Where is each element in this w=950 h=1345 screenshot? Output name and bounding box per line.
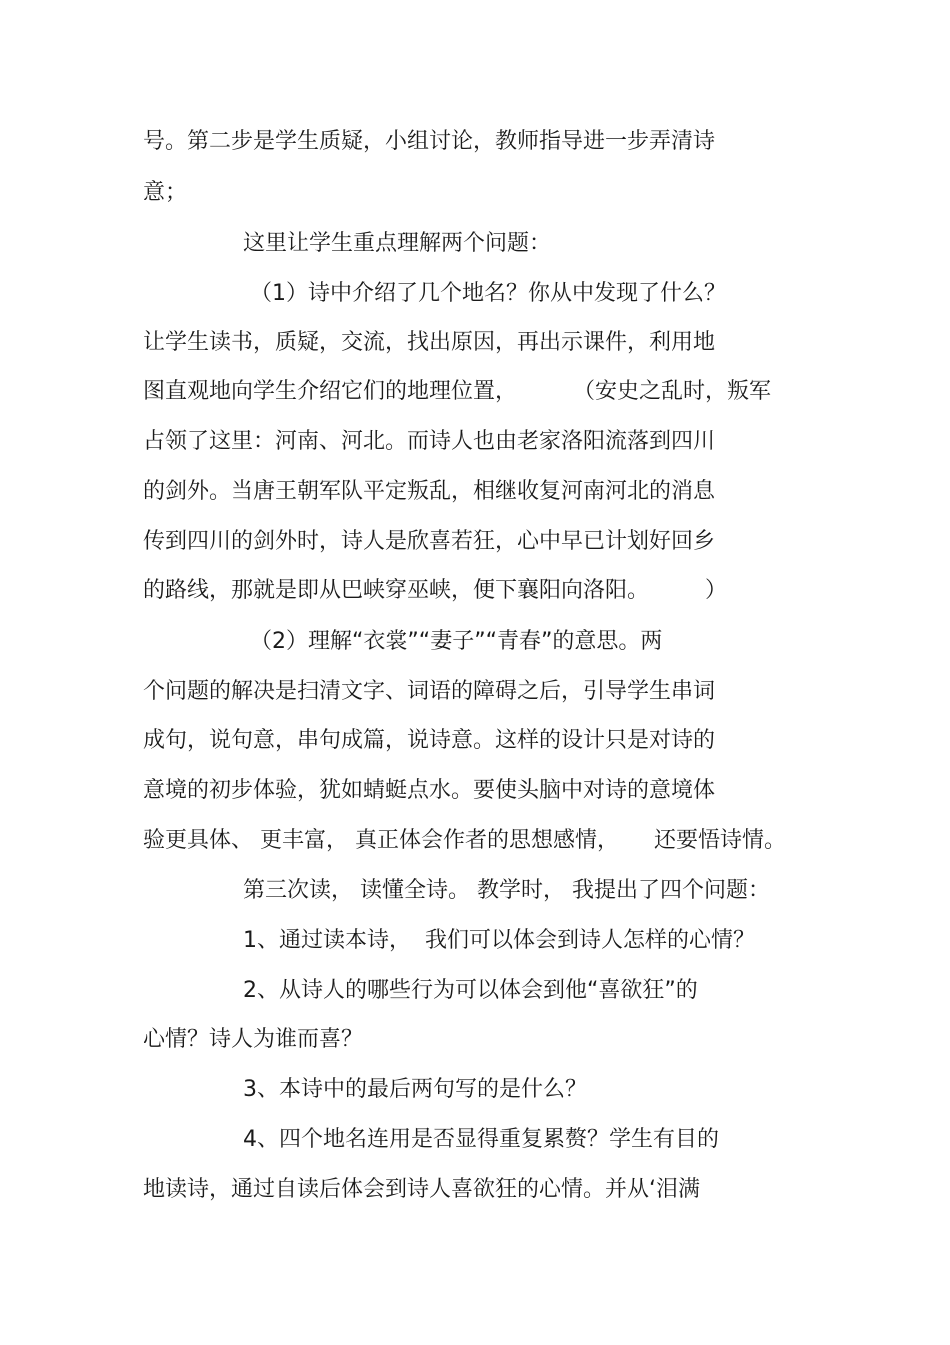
text-line: 占领了这里：河南、河北。而诗人也由老家洛阳流落到四川 <box>143 429 716 454</box>
text-line: 的剑外。当唐王朝军队平定叛乱，相继收复河南河北的消息 <box>143 479 716 504</box>
text-line: 3、本诗中的最后两句写的是什么？ <box>243 1077 587 1102</box>
text-line: 1、通过读本诗， 我们可以体会到诗人怎样的心情？ <box>243 928 755 953</box>
text-line: 图直观地向学生介绍它们的地理位置， （安史之乱时，叛军 <box>143 379 771 404</box>
text-line: 2、从诗人的哪些行为可以体会到他“喜欲狂”的 <box>243 978 698 1003</box>
text-line: 传到四川的剑外时，诗人是欣喜若狂，心中早已计划好回乡 <box>143 529 716 554</box>
text-line: 心情？诗人为谁而喜？ <box>143 1027 364 1052</box>
text-line: （2）理解“衣裳”“妻子”“青春”的意思。两 <box>250 629 663 654</box>
text-line: 地读诗，通过自读后体会到诗人喜欲狂的心情。并从‘泪满 <box>143 1177 700 1202</box>
text-line: 第三次读， 读懂全诗。 教学时， 我提出了四个问题： <box>243 878 770 903</box>
text-line: 个问题的解决是扫清文字、词语的障碍之后，引导学生串词 <box>143 679 716 704</box>
text-line: 验更具体、 更丰富， 真正体会作者的思想感情， 还要悟诗情。 <box>143 828 786 853</box>
text-line: 号。第二步是学生质疑，小组讨论，教师指导进一步弄清诗 <box>143 129 716 154</box>
text-line: （1）诗中介绍了几个地名？你从中发现了什么？ <box>250 281 726 306</box>
text-line: 意； <box>143 180 188 205</box>
text-line: 的路线，那就是即从巴峡穿巫峡，便下襄阳向洛阳。 ） <box>143 578 727 603</box>
text-line: 让学生读书，质疑，交流，找出原因，再出示课件，利用地 <box>143 330 716 355</box>
text-line: 4、四个地名连用是否显得重复累赘？学生有目的 <box>243 1127 719 1152</box>
text-line: 成句，说句意，串句成篇，说诗意。这样的设计只是对诗的 <box>143 728 716 753</box>
text-line: 这里让学生重点理解两个问题： <box>243 231 552 256</box>
text-line: 意境的初步体验，犹如蜻蜓点水。要使头脑中对诗的意境体 <box>143 778 716 803</box>
